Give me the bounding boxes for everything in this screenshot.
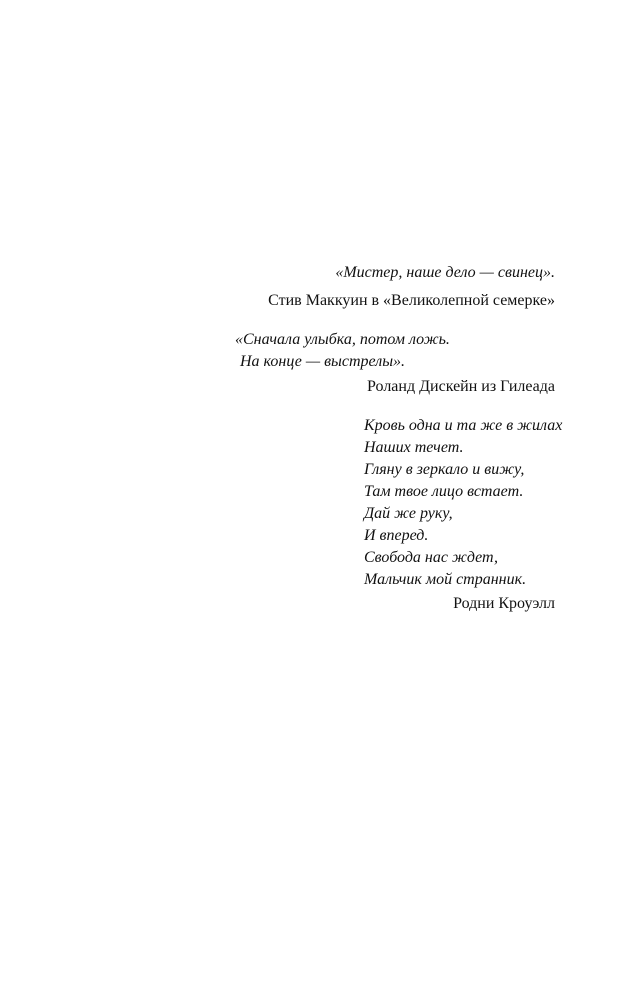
epigraph-2-quote-line-1: «Сначала улыбка, потом ложь.: [235, 331, 450, 348]
epigraph-2-quote-line-2: На конце — выстрелы».: [240, 353, 406, 370]
epigraph-1-attribution: Стив Маккуин в «Великолепной семерке»: [268, 292, 555, 309]
epigraph-3-verse-line-2: Наших течет.: [364, 439, 464, 456]
epigraph-3-verse-line-1: Кровь одна и та же в жилах: [364, 417, 563, 434]
epigraph-3-attribution: Родни Кроуэлл: [453, 595, 555, 612]
epigraph-3-verse-line-4: Там твое лицо встает.: [364, 483, 524, 500]
epigraph-3-verse-line-8: Мальчик мой странник.: [364, 571, 527, 588]
epigraph-3-verse-line-3: Гляну в зеркало и вижу,: [364, 461, 525, 478]
epigraph-1-quote-line-1: «Мистер, наше дело — свинец».: [335, 264, 555, 281]
epigraph-2-attribution: Роланд Дискейн из Гилеада: [367, 378, 555, 395]
epigraph-3-verse-line-6: И вперед.: [364, 527, 429, 544]
epigraph-3-verse-line-7: Свобода нас ждет,: [364, 549, 498, 566]
epigraph-3-verse-line-5: Дай же руку,: [364, 505, 453, 522]
